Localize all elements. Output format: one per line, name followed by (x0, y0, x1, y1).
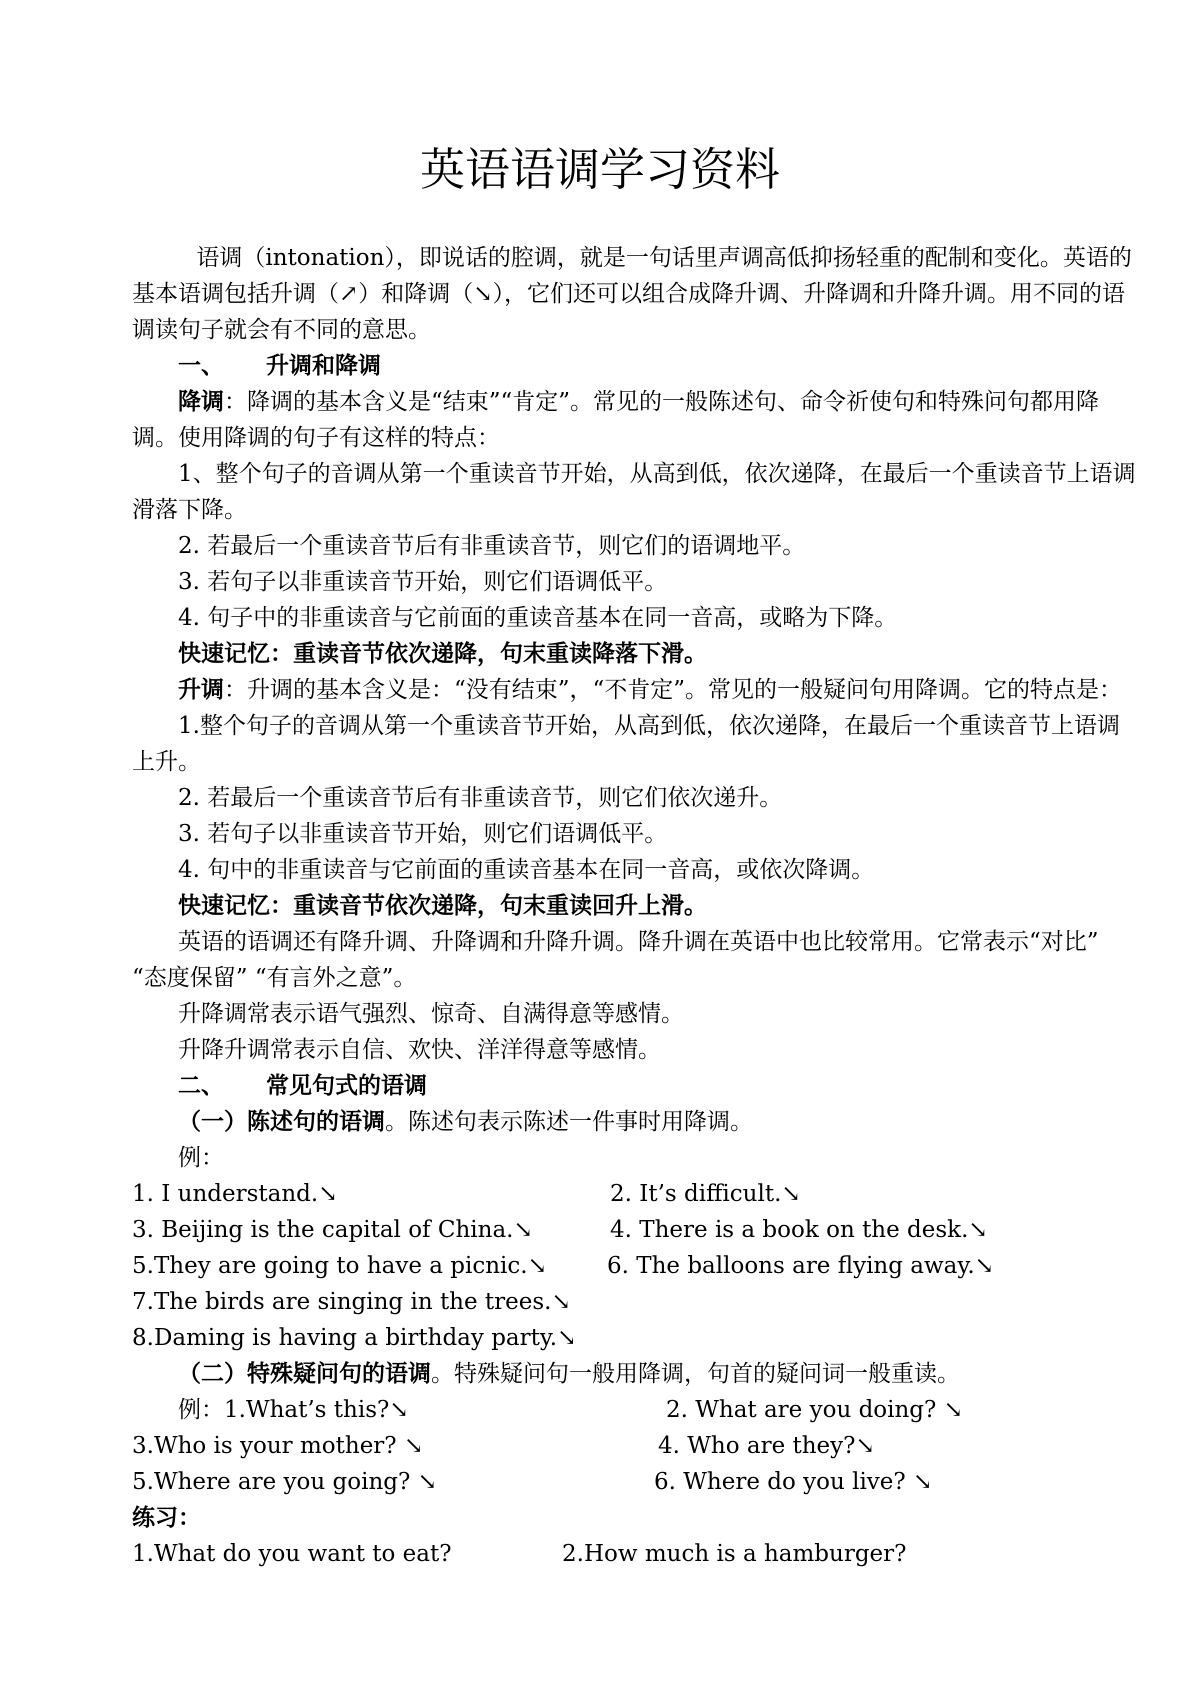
wh-question-intonation-paragraph (132, 1356, 1140, 1392)
example-row (132, 1428, 1140, 1464)
practice-label: 练习： (132, 1504, 201, 1531)
example-sentence: 3. Beijing is the capital of China.↘ (132, 1217, 533, 1243)
example-sentence: 2. What are you doing? ↘ (666, 1397, 963, 1423)
example-sentence: 1. I understand.↘ (132, 1181, 338, 1207)
section1-heading (132, 348, 1140, 384)
section1-number: 一、 (178, 352, 224, 379)
example-sentence: 4. There is a book on the desk.↘ (610, 1217, 988, 1243)
wh-question-intonation-text: 。特殊疑问句一般用降调，句首的疑问词一般重读。 (431, 1361, 960, 1387)
wh-question-intonation-label: （二）特殊疑问句的语调 (178, 1360, 431, 1387)
practice-question: 1.What do you want to eat? (132, 1541, 452, 1567)
falling-point-4: 4. 句子中的非重读音与它前面的重读音基本在同一音高，或略为下降。 (178, 605, 898, 631)
example-row (132, 1284, 1140, 1320)
practice-question: 2.How much is a hamburger? (562, 1541, 907, 1567)
section2-heading (132, 1068, 1140, 1104)
example-sentence: 8.Daming is having a birthday party.↘ (132, 1325, 577, 1351)
falling-tone-paragraph (132, 384, 1140, 456)
statement-intonation-paragraph (132, 1104, 1140, 1140)
rising-tone-text: ：升调的基本含义是：“没有结束”，“不肯定”。常见的一般疑问句用降调。它的特点是： (224, 677, 1123, 703)
statement-intonation-text: 。陈述句表示陈述一件事时用降调。 (385, 1109, 753, 1135)
example-sentence: 3.Who is your mother? ↘ (132, 1433, 424, 1459)
example-row (132, 1464, 1140, 1500)
practice-row (132, 1536, 1140, 1572)
rising-point-2: 2. 若最后一个重读音节后有非重读音节，则它们依次递升。 (178, 785, 783, 811)
example-sentence: 例：1.What’s this?↘ (178, 1397, 409, 1423)
rise-fall-rise-paragraph: 升降升调常表示自信、欢快、洋洋得意等感情。 (178, 1037, 661, 1063)
rise-fall-paragraph: 升降调常表示语气强烈、惊奇、自满得意等感情。 (178, 1001, 684, 1027)
example-sentence: 5.Where are you going? ↘ (132, 1469, 437, 1495)
example-sentence: 6. Where do you live? ↘ (654, 1469, 933, 1495)
falling-tone-label: 降调 (178, 388, 224, 415)
falling-point-1: 1、整个句子的音调从第一个重读音节开始，从高到低，依次递降，在最后一个重读音节上语调滑落下降。 (132, 461, 1136, 523)
falling-point-2: 2. 若最后一个重读音节后有非重读音节，则它们的语调地平。 (178, 533, 806, 559)
example-label: 例： (178, 1145, 224, 1171)
example-row (132, 1212, 1140, 1248)
falling-tone-text: ：降调的基本含义是“结束”“肯定”。常见的一般陈述句、命令祈使句和特殊问句都用降调。使用降调的句子有这样的特点： (132, 389, 1100, 451)
example-sentence: 5.They are going to have a picnic.↘ (132, 1253, 547, 1279)
rising-tone-label: 升调 (178, 676, 224, 703)
example-sentence: 7.The birds are singing in the trees.↘ (132, 1289, 571, 1315)
example-sentence: 2. It’s difficult.↘ (610, 1181, 801, 1207)
example-row (132, 1392, 1140, 1428)
section2-number: 二、 (178, 1072, 224, 1099)
section1-title: 升调和降调 (266, 352, 381, 379)
falling-memory-tip: 快速记忆：重读音节依次递降，句末重读降落下滑。 (178, 640, 707, 667)
example-sentence: 4. Who are they?↘ (658, 1433, 875, 1459)
example-sentence: 6. The balloons are flying away.↘ (607, 1253, 994, 1279)
rising-point-4: 4. 句中的非重读音与它前面的重读音基本在同一音高，或依次降调。 (178, 857, 875, 883)
statement-intonation-label: （一）陈述句的语调 (178, 1108, 385, 1135)
document-title: 英语语调学习资料 (419, 143, 780, 196)
rising-point-1: 1.整个句子的音调从第一个重读音节开始，从高到低，依次递降，在最后一个重读音节上语调上升。 (132, 713, 1120, 775)
rising-memory-tip: 快速记忆：重读音节依次递降，句末重读回升上滑。 (178, 892, 707, 919)
falling-point-3: 3. 若句子以非重读音节开始，则它们语调低平。 (178, 569, 668, 595)
rising-tone-paragraph (132, 672, 1140, 708)
rising-point-3: 3. 若句子以非重读音节开始，则它们语调低平。 (178, 821, 668, 847)
example-row (132, 1248, 1140, 1284)
intro-paragraph: 语调（intonation），即说话的腔调，就是一句话里声调高低抑扬轻重的配制和变化。英语的基本语调包括升调（↗）和降调（↘），它们还可以组合成降升调、升降调和升降升调。用不同的语调读句子就会有不同的意思。 (132, 245, 1132, 343)
example-row (132, 1176, 1140, 1212)
section2-title: 常见句式的语调 (266, 1072, 427, 1099)
document-body (132, 240, 1140, 1572)
other-tones-paragraph: 英语的语调还有降升调、升降调和升降升调。降升调在英语中也比较常用。它常表示“对比” “态度保留” “有言外之意”。 (132, 929, 1099, 991)
example-row (132, 1320, 1140, 1356)
